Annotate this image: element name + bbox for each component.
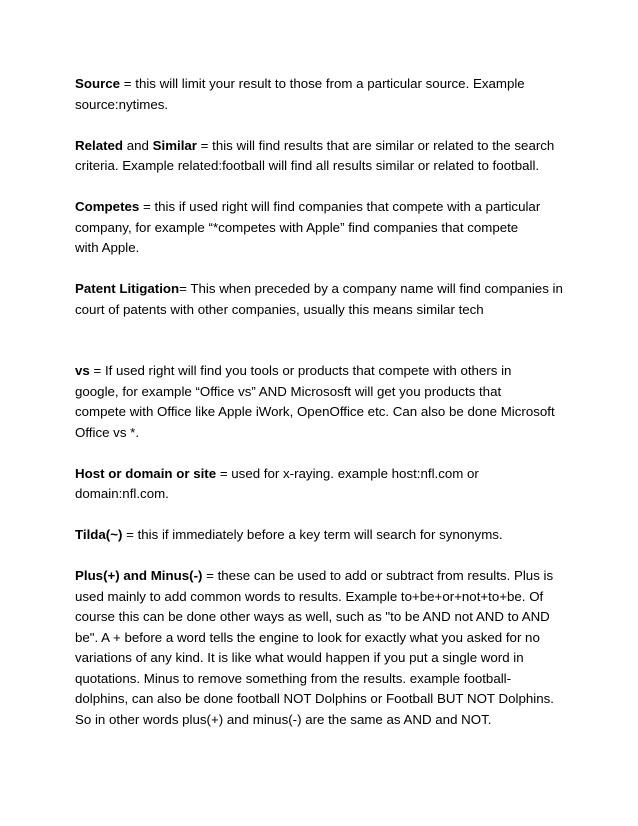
text-line xyxy=(75,669,618,690)
text-line xyxy=(75,587,618,608)
description-text: quotations. Minus to remove something from the results. example football- xyxy=(75,670,512,686)
description-text: dolphins, can also be done football NOT Dolphins or Football BUT NOT Dolphins. xyxy=(75,691,554,706)
description-text: So in other words plus(+) and minus(-) are the same as AND and NOT. xyxy=(75,711,492,727)
text-line xyxy=(75,710,618,731)
text-line xyxy=(75,95,618,116)
paragraph-patent-litigation xyxy=(75,279,618,320)
paragraph-source xyxy=(75,74,618,115)
description-text: compete with Office like Apple iWork, OpenOffice etc. Can also be done Microsoft xyxy=(75,404,555,419)
description-text: = this will limit your result to those from a particular source. Example xyxy=(120,76,525,91)
description-text: and xyxy=(123,137,153,153)
operator-term: Related xyxy=(75,137,124,153)
description-text: Office vs *. xyxy=(75,424,140,440)
text-line xyxy=(75,484,618,505)
text-line xyxy=(75,218,618,239)
text-line xyxy=(75,464,618,485)
paragraph-competes xyxy=(75,197,618,259)
text-line xyxy=(75,689,618,710)
text-line xyxy=(75,156,618,177)
description-text: google, for example “Office vs” AND Micrososft will get you products that xyxy=(75,383,502,399)
description-text: course this can be done other ways as well, such as "to be AND not AND to AND xyxy=(75,609,550,624)
text-line xyxy=(75,197,618,218)
description-text: = used for x-raying. example host:nfl.com or xyxy=(216,465,479,481)
operator-term: Host or domain or site xyxy=(75,465,217,481)
paragraph-tilda xyxy=(75,525,618,546)
description-text: = this if used right will find companies that compete with a particular xyxy=(139,199,541,214)
text-line xyxy=(75,74,618,95)
text-line xyxy=(75,279,618,300)
operator-term: Plus(+) and Minus(-) xyxy=(75,568,203,583)
description-text: = If used right will find you tools or products that compete with others in xyxy=(89,363,512,378)
text-line xyxy=(75,238,618,259)
paragraph-plus-minus xyxy=(75,566,618,730)
description-text: criteria. Example related:football will find all results similar or related to football. xyxy=(75,158,540,173)
operator-term: Tilda(~) xyxy=(75,527,123,542)
description-text: = these can be used to add or subtract from results. Plus is xyxy=(202,568,554,583)
description-text: court of patents with other companies, usually this means similar tech xyxy=(75,301,484,317)
description-text: variations of any kind. It is like what would happen if you put a single word in xyxy=(75,650,524,665)
description-text: = This when preceded by a company name will find companies in xyxy=(179,281,563,296)
text-line xyxy=(75,628,618,649)
paragraph-host-domain-site xyxy=(75,464,618,505)
text-line xyxy=(75,402,618,423)
text-line xyxy=(75,423,618,444)
text-line xyxy=(75,361,618,382)
text-line xyxy=(75,566,618,587)
operator-term: vs xyxy=(75,363,90,378)
description-text: be". A + before a word tells the engine to look for exactly what you asked for no xyxy=(75,629,540,645)
description-text: source:nytimes. xyxy=(75,96,169,112)
text-line xyxy=(75,300,618,321)
operator-term: Source xyxy=(75,76,121,91)
text-line xyxy=(75,607,618,628)
description-text: = this if immediately before a key term will search for synonyms. xyxy=(122,527,503,542)
paragraph-vs xyxy=(75,361,618,443)
document-body xyxy=(75,74,618,730)
description-text: domain:nfl.com. xyxy=(75,486,169,501)
text-line xyxy=(75,525,618,546)
text-line xyxy=(75,136,618,157)
operator-term: Similar xyxy=(152,137,197,153)
paragraph-related-similar xyxy=(75,136,618,177)
text-line xyxy=(75,648,618,669)
operator-term: Patent Litigation xyxy=(75,281,180,296)
text-line xyxy=(75,382,618,403)
description-text: = this will find results that are similar or related to the search xyxy=(196,137,555,153)
description-text: with Apple. xyxy=(75,240,140,255)
description-text: company, for example “*competes with Apple” find companies that compete xyxy=(75,219,519,235)
operator-term: Competes xyxy=(75,199,140,214)
description-text: used mainly to add common words to results. Example to+be+or+not+to+be. Of xyxy=(75,588,544,604)
